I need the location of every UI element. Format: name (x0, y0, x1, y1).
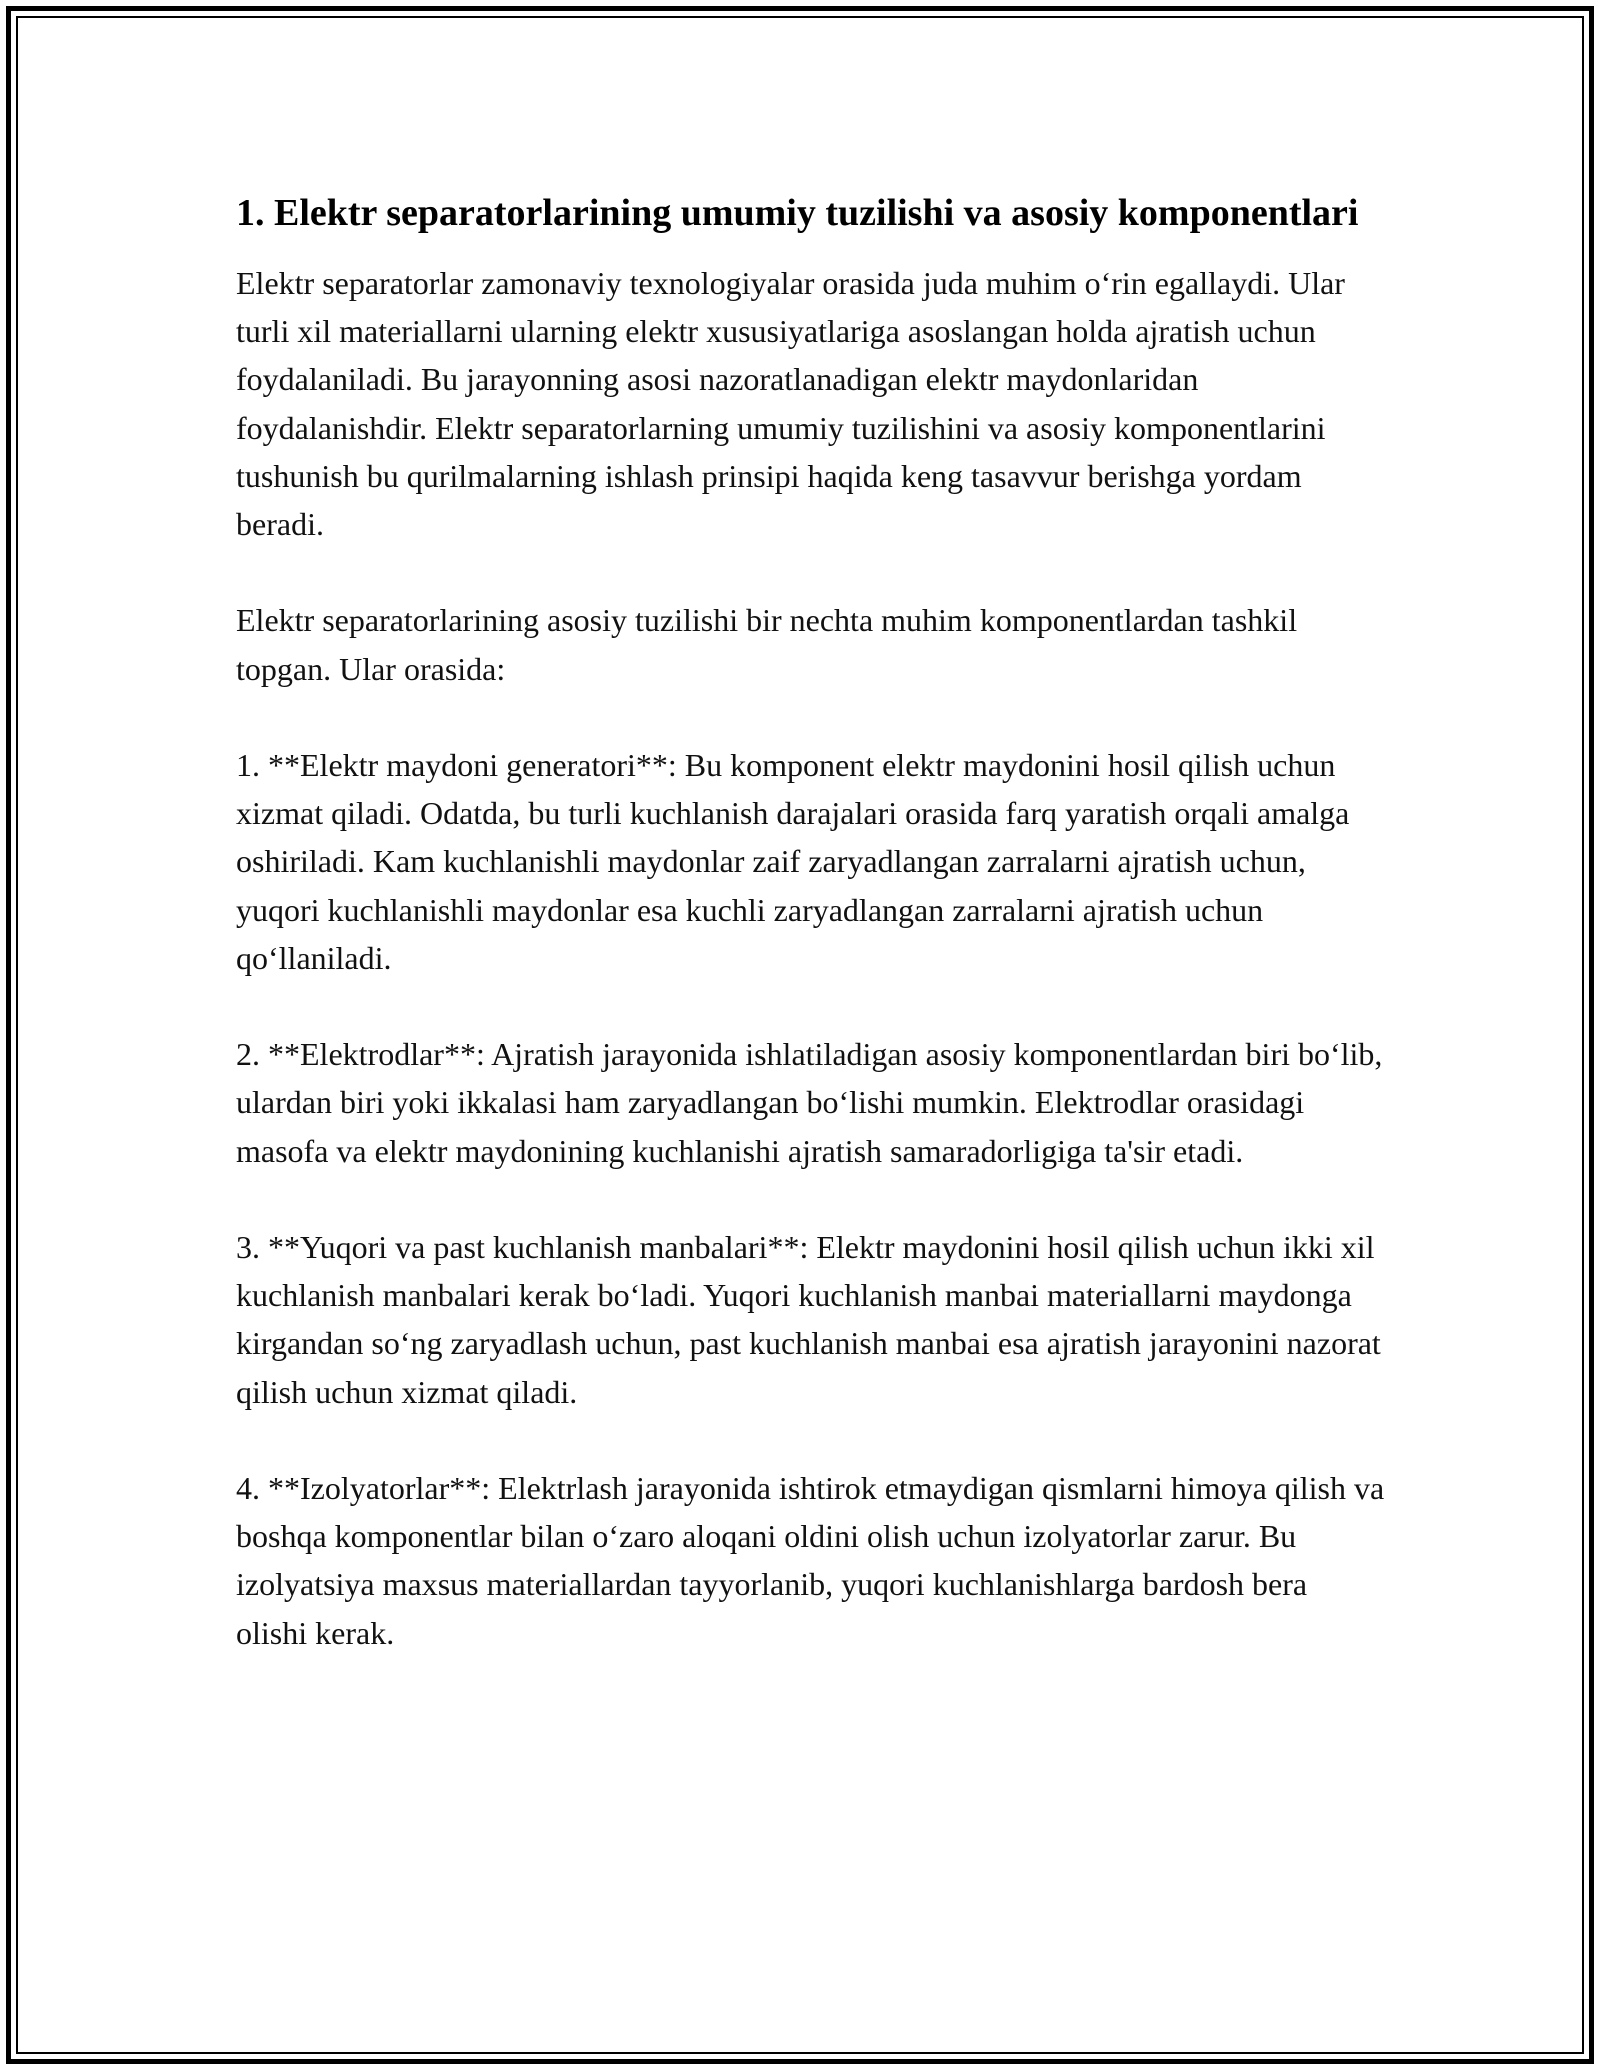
list-item-voltage-sources: 3. **Yuqori va past kuchlanish manbalari**: Elektr maydonini hosil qilish uchun ikki xil kuchlanish manbalari kerak bo‘ladi. Yuqori kuchlanish manbai materiallarni maydonga kirgandan so‘ng zaryadlash uchun, past kuchlanish manbai esa ajratish jarayonini nazorat qilish uchun xizmat qiladi. (236, 1229, 1381, 1410)
list-item-insulators: 4. **Izolyatorlar**: Elektrlash jarayonida ishtirok etmaydigan qismlarni himoya qilish va boshqa komponentlar bilan o‘zaro aloqani oldini olish uchun izolyatorlar zarur. Bu izolyatsiya maxsus materiallardan tayyorlanib, yuqori kuchlanishlarga bardosh bera olishi kerak. (236, 1470, 1385, 1651)
section-heading: 1. Elektr separatorlarining umumiy tuzilishi va asosiy komponentlari (236, 192, 1359, 234)
list-item-field-generator: 1. **Elektr maydoni generatori**: Bu komponent elektr maydonini hosil qilish uchun xizmat qiladi. Odatda, bu turli kuchlanish darajalari orasida farq yaratish orqali amalga oshiriladi. Kam kuchlanishli maydonlar zaif zaryadlangan zarralarni ajratish uchun, yuqori kuchlanishli maydonlar esa kuchli zaryadlangan zarralarni ajratish uchun qo‘llaniladi. (236, 747, 1350, 976)
document-body (236, 186, 1386, 1705)
structure-paragraph: Elektr separatorlarining asosiy tuzilishi bir nechta muhim komponentlardan tashkil topgan. Ular orasida: (236, 602, 1298, 687)
intro-paragraph: Elektr separatorlar zamonaviy texnologiyalar orasida juda muhim o‘rin egallaydi. Ular turli xil materiallarni ularning elektr xususiyatlariga asoslangan holda ajratish uchun foydalaniladi. Bu jarayonning asosi nazoratlanadigan elektr maydonlaridan foydalanishdir. Elektr separatorlarning umumiy tuzilishini va asosiy komponentlarini tushunish bu qurilmalarning ishlash prinsipi haqida keng tasavvur berishga yordam beradi. (236, 265, 1345, 543)
list-item-electrodes: 2. **Elektrodlar**: Ajratish jarayonida ishlatiladigan asosiy komponentlardan biri bo‘lib, ulardan biri yoki ikkalasi ham zaryadlangan bo‘lishi mumkin. Elektrodlar orasidagi masofa va elektr maydonining kuchlanishi ajratish samaradorligiga ta'sir etadi. (236, 1036, 1383, 1169)
